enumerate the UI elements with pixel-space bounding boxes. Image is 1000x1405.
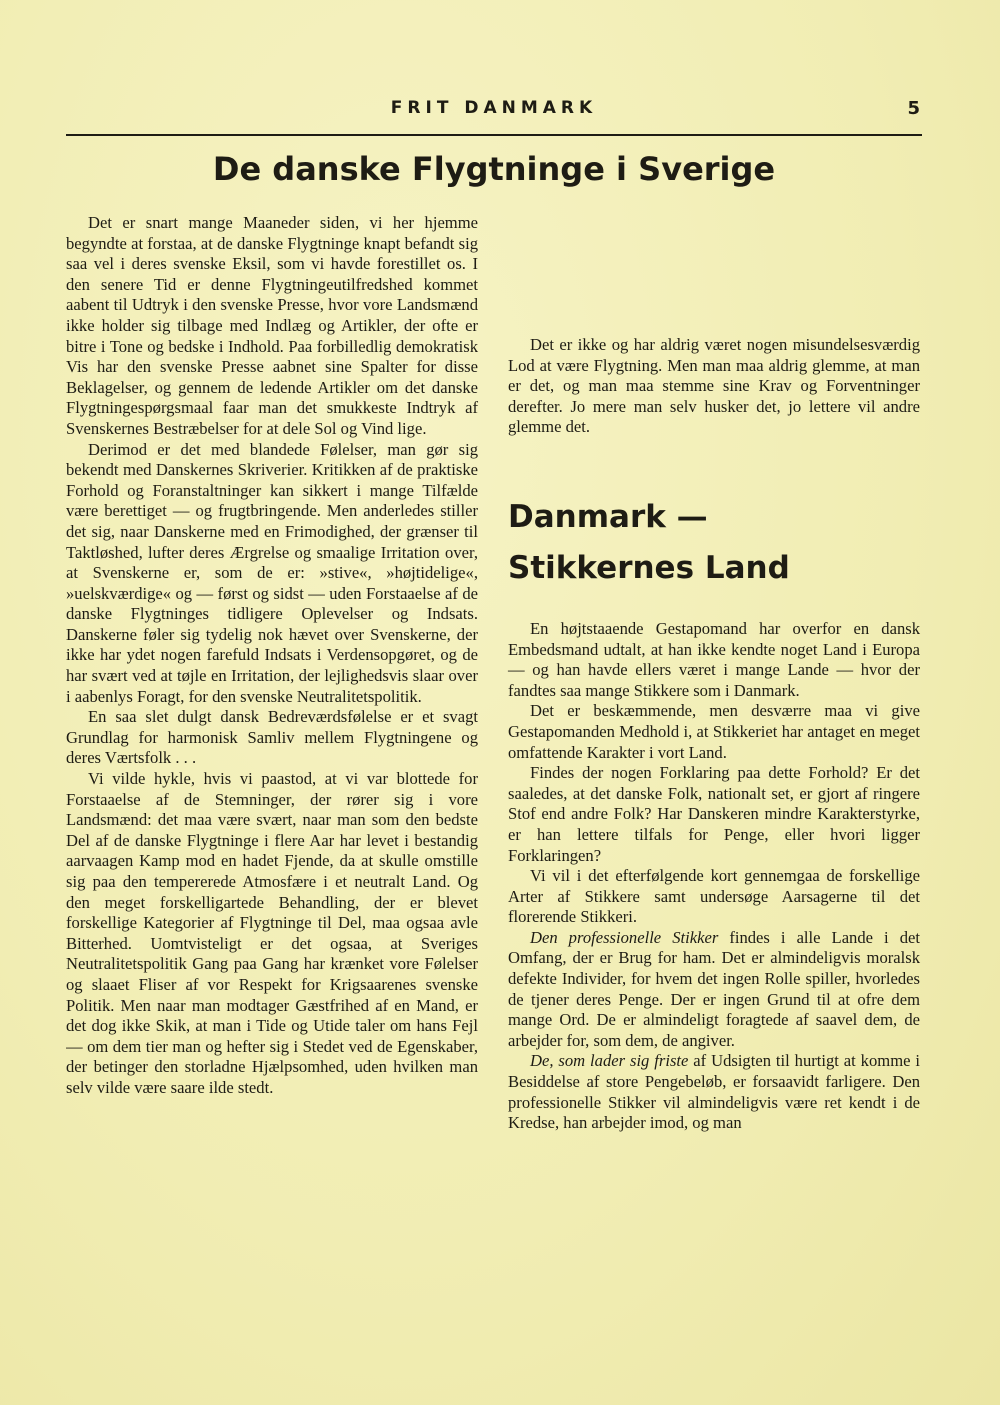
article-paragraph (508, 928, 920, 1052)
section-headline (508, 492, 920, 594)
section-headline-line2: Stikkernes Land (508, 549, 790, 586)
column-left (66, 213, 478, 1160)
column-right (508, 213, 920, 1134)
article-paragraph: Vi vil i det efterfølgende kort gennemgaa de forskellige Arter af Stikkere samt undersøge Aarsagerne til det florerende Stikkeri. (508, 866, 920, 927)
section-headline-line1: Danmark — (508, 498, 708, 535)
paragraph-text: findes i alle Lande i det Omfang, der er Brug for ham. Det er almindeligvis moralsk defekte Individer, for hvem det ingen Rolle spiller, hvorledes de tjener deres Penge. Der er ingen Grund til at ofre dem mange Ord. De er almindeligt foragtede af saavel dem, de arbejder for, som dem, de angiver. (508, 927, 920, 1050)
article-paragraph-continued: Vi vilde hykle, hvis vi paastod, at vi var blottede for Forstaaelse af de Stemninger, der rører sig i vore Landsmænd: det maa være svært, naar man som den bedste Del af de danske Flygtninge i flere Aar har levet i bestandig aarvaagen Kamp mod en hadet Fjende, da at skulle omstille sig paa den tempererede Atmosfære i et neutralt Land. Og den meget forskelligartede Behandling, der er blevet forskellige Kategorier af Flygtninge til Del, maa ogsaa avle Bitterhed. Uomtvisteligt er det ogsaa, at Sveriges Neutralitetspolitik Gang paa Gang har krænket vore Følelser og slaaet Fliser af vor Respekt for Krigsaarenes svenske Politik. Men naar man modtager Gæstfrihed af en Mand, er det dog ikke Skik, at man i Tide og Utide taler om hans Fejl — om dem tier man og hefter sig i Stedet ved de Egenskaber, der betinger den storladne Hjælpsomhed, uden hvilken man selv vilde være saare ilde stedt. (66, 769, 478, 1097)
masthead-title: FRIT DANMARK (390, 98, 598, 118)
emphasis-text: Den professionelle Stikker (530, 927, 719, 947)
article-headline: De danske Flygtninge i Sverige (212, 150, 776, 188)
page-number: 5 (907, 98, 920, 119)
article-paragraph: Derimod er det med blandede Følelser, man gør sig bekendt med Danskernes Skriverier. Kritikken af de praktiske Forhold og Foranstaltninger kan sikkert i mange Tilfælde være berettiget — og frugtbringende. Men anderledes stiller det sig, naar Danskerne med en Frimodighed, der grænser til Taktløshed, lufter deres Ærgrelse og smaalige Irritation over, at Svenskerne er, som de er: »stive«, »højtidelige«, »uelskværdige« og — først og sidst — uden Forstaaelse af de danske Flygtninges tidligere Oplevelser og Indsats. Danskerne føler sig tydelig nok hævet over Svenskerne, der ikke har ydet nogen farefuld Indsats i Verdensopgøret, og de har svært ved at tøjle en Irritation, der lejlighedsvis slaar over i aabenlys Foragt, for den svenske Neutralitetspolitik. (66, 439, 478, 706)
article-paragraph: Findes der nogen Forklaring paa dette Forhold? Er det saaledes, at det danske Folk, nationalt set, er gjort af ringere Stof end andre Folk? Har Danskeren mindre Karakterstyrke, er han lettere tilfals for Penge, eller hvori ligger Forklaringen? (508, 763, 920, 865)
article-paragraph-continuation (508, 213, 920, 335)
emphasis-text: De, som lader sig friste (530, 1051, 689, 1071)
article-paragraph: Det er beskæmmende, men desværre maa vi give Gestapomanden Medhold i, at Stikkeriet har antaget en meget omfattende Karakter i vort Land. (508, 701, 920, 762)
article-paragraph (508, 1051, 920, 1133)
paragraph-text: af Udsigten til hurtigt at komme i Besiddelse af store Pengebeløb, er forsaavidt farligere. Den professionelle Stikker vil almindeligvis være ret kendt i de Kredse, han arbejder imod, og man (508, 1051, 920, 1133)
article-paragraph: Det er ikke og har aldrig været nogen misundelsesværdig Lod at være Flygtning. Men man maa aldrig glemme, at man er det, og man maa stemme sine Krav og Forventninger derefter. Jo mere man selv husker det, jo lettere vil andre glemme det. (508, 335, 920, 437)
masthead (66, 96, 922, 136)
article-paragraph: Det er snart mange Maaneder siden, vi her hjemme begyndte at forstaa, at de danske Flygtninge knapt befandt sig saa vel i deres svenske Eksil, som vi havde forestillet os. I den senere Tid er denne Flygtningeutilfredshed kommet aabent til Udtryk i den svenske Presse, hvor vore Landsmænd ikke holder sig tilbage med Indlæg og Artikler, der ofte er bitre i Tone og bedske i Indhold. Paa forbilledlig demokratisk Vis har den svenske Presse aabnet sine Spalter for disse Beklagelser, og gennem de ledende Artikler om det danske Flygtningespørgsmaal faar man det smukkeste Indtryk af Svenskernes Bestræbelser for at dele Sol og Vind lige. (66, 213, 478, 438)
article-paragraph: En saa slet dulgt dansk Bedreværdsfølelse er et svagt Grundlag for harmonisk Samliv mellem Flygtningene og deres Værtsfolk . . . (66, 707, 478, 768)
article-paragraph: En højtstaaende Gestapomand har overfor en dansk Embedsmand udtalt, at han ikke kendte noget Land i Europa — og han havde ellers været i mange Lande — hvor der fandtes saa mange Stikkere som i Danmark. (508, 618, 920, 700)
